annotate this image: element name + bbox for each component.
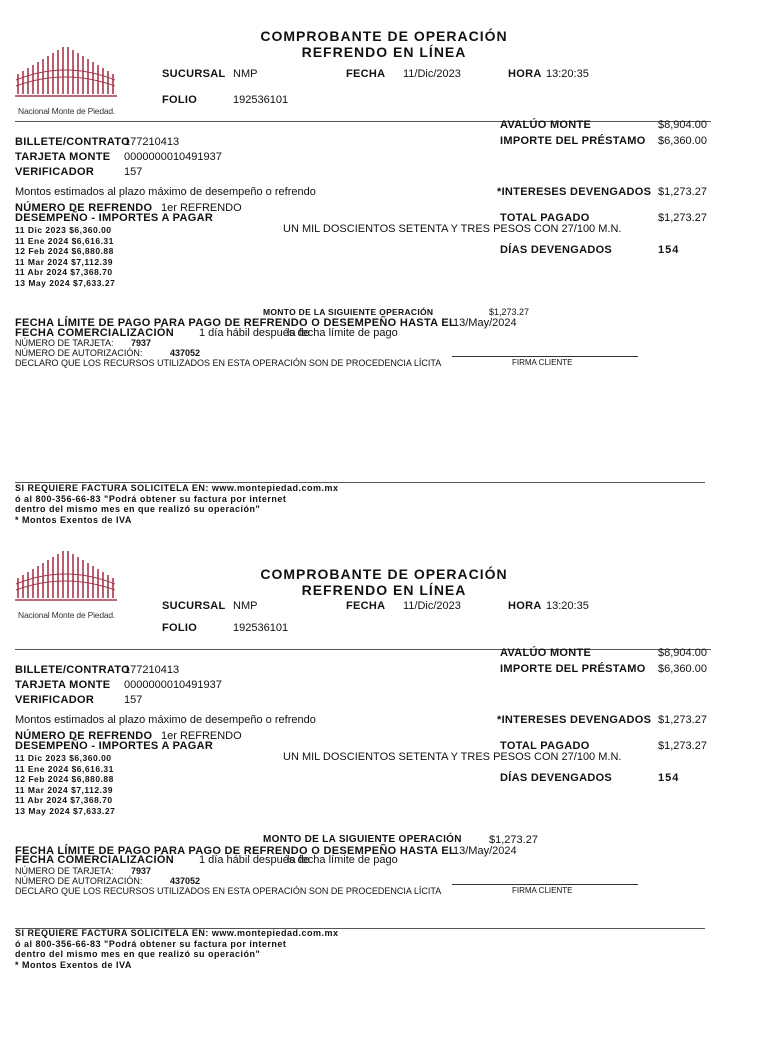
schedule-list: [15, 753, 115, 816]
declaro-text: DECLARO QUE LOS RECURSOS UTILIZADOS EN ESTA OPERACIÓN SON DE PROCEDENCIA LÍCITA: [15, 358, 442, 368]
billete-value: 177210413: [124, 136, 180, 148]
schedule-item: 12 Feb 2024 $6,880.88: [15, 774, 114, 784]
schedule-item: 11 Abr 2024 $7,368.70: [15, 267, 113, 277]
factura-line: SI REQUIERE FACTURA SOLICITELA EN: www.montepiedad.com.mx: [15, 928, 339, 938]
factura-line: ó al 800-356-66-83 "Podrá obtener su factura por internet: [15, 938, 287, 949]
num-autorizacion-value: 437052: [170, 348, 201, 358]
fecha-comercializacion-value-b: la fecha límite de pago: [287, 854, 398, 866]
schedule-item: 11 Ene 2024 $6,616.31: [15, 235, 114, 246]
fecha-limite-label: FECHA LÍMITE DE PAGO PARA PAGO DE REFRENDO O DESEMPEÑO HASTA EL: [15, 845, 456, 857]
fecha-value: 11/Dic/2023: [403, 600, 461, 612]
importe-value: $6,360.00: [658, 663, 707, 675]
schedule-item: 13 May 2024 $7,633.27: [15, 805, 116, 816]
intereses-value: $1,273.27: [658, 714, 707, 726]
importe-label: IMPORTE DEL PRÉSTAMO: [500, 135, 646, 147]
schedule-list: [15, 225, 115, 288]
fecha-label: FECHA: [346, 600, 386, 612]
folio-label: FOLIO: [162, 94, 198, 106]
total-value: $1,273.27: [658, 740, 707, 752]
tarjeta-value: 0000000010491937: [124, 151, 222, 163]
fecha-comercializacion-value-a: 1 día hábil después de: [199, 327, 310, 339]
total-label: TOTAL PAGADO: [500, 212, 590, 224]
factura-line: * Montos Exentos de IVA: [15, 959, 132, 970]
page-title: COMPROBANTE DE OPERACIÓN: [260, 566, 508, 582]
numero-refrendo-value: 1er REFRENDO: [161, 202, 242, 214]
importe-label: IMPORTE DEL PRÉSTAMO: [500, 663, 646, 675]
folio-value: 192536101: [233, 622, 289, 634]
num-tarjeta-value: 7937: [131, 866, 152, 876]
estimados-note: Montos estimados al plazo máximo de desempeño o refrendo: [15, 714, 316, 726]
tarjeta-label: TARJETA MONTE: [15, 151, 111, 163]
intereses-label: *INTERESES DEVENGADOS: [497, 714, 652, 726]
dias-label: DÍAS DEVENGADOS: [500, 772, 613, 784]
firma-cliente-label: FIRMA CLIENTE: [512, 886, 573, 895]
receipt-copy-2: [0, 538, 768, 1058]
total-value: $1,273.27: [658, 212, 707, 224]
intereses-value: $1,273.27: [658, 186, 707, 198]
billete-label: BILLETE/CONTRATO: [15, 136, 130, 148]
factura-line: dentro del mismo mes en que realizó su operación": [15, 504, 261, 514]
amount-words: UN MIL DOSCIENTOS SETENTA Y TRES PESOS CON 27/100 M.N.: [283, 751, 622, 763]
signature-line: [452, 356, 638, 357]
avaluo-value: $8,904.00: [658, 647, 707, 659]
schedule-item: 11 Mar 2024 $7,112.39: [15, 784, 113, 795]
signature-line: [452, 884, 638, 885]
fecha-value: 11/Dic/2023: [403, 68, 461, 80]
numero-refrendo-label: NÚMERO DE REFRENDO: [15, 202, 153, 214]
firma-cliente-label: FIRMA CLIENTE: [512, 358, 573, 367]
desempeno-label: DESEMPEÑO - IMPORTES A PAGAR: [15, 740, 214, 752]
dias-value: 154: [658, 244, 680, 256]
numero-refrendo-value: 1er REFRENDO: [161, 730, 242, 742]
folio-value: 192536101: [233, 94, 289, 106]
page-subtitle: REFRENDO EN LÍNEA: [301, 582, 467, 598]
monto-siguiente-label: MONTO DE LA SIGUIENTE OPERACIÓN: [263, 307, 434, 317]
fecha-comercializacion-value-b: la fecha límite de pago: [287, 327, 398, 339]
monto-siguiente-label: MONTO DE LA SIGUIENTE OPERACIÓN: [263, 834, 462, 845]
num-tarjeta-label: NÚMERO DE TARJETA:: [15, 338, 114, 348]
schedule-item: 11 Ene 2024 $6,616.31: [15, 763, 114, 774]
schedule-item: 11 Dic 2023 $6,360.00: [15, 753, 112, 763]
importe-value: $6,360.00: [658, 135, 707, 147]
factura-line: SI REQUIERE FACTURA SOLICITELA EN: www.montepiedad.com.mx: [15, 483, 339, 493]
billete-label: BILLETE/CONTRATO: [15, 664, 130, 676]
num-tarjeta-label: NÚMERO DE TARJETA:: [15, 866, 114, 876]
verificador-value: 157: [124, 694, 143, 706]
receipt-copy-1: [0, 0, 768, 525]
dias-label: DÍAS DEVENGADOS: [500, 244, 613, 256]
fecha-comercializacion-label: FECHA COMERCIALIZACIÓN: [15, 854, 174, 866]
fecha-limite-value: 13/May/2024: [453, 845, 517, 857]
page-title: COMPROBANTE DE OPERACIÓN: [260, 28, 508, 44]
verificador-value: 157: [124, 166, 143, 178]
logo-text: Nacional Monte de Piedad.: [18, 610, 116, 620]
verificador-label: VERIFICADOR: [15, 694, 95, 706]
schedule-item: 11 Abr 2024 $7,368.70: [15, 795, 113, 805]
num-tarjeta-value: 7937: [131, 338, 152, 348]
desempeno-label: DESEMPEÑO - IMPORTES A PAGAR: [15, 212, 214, 224]
num-autorizacion-value: 437052: [170, 876, 201, 886]
numero-refrendo-label: NÚMERO DE REFRENDO: [15, 730, 153, 742]
total-label: TOTAL PAGADO: [500, 740, 590, 752]
folio-label: FOLIO: [162, 622, 198, 634]
factura-line: ó al 800-356-66-83 "Podrá obtener su factura por internet: [15, 493, 287, 504]
factura-block: [15, 928, 339, 970]
estimados-note: Montos estimados al plazo máximo de desempeño o refrendo: [15, 186, 316, 198]
hora-label: HORA: [508, 68, 542, 80]
hora-label: HORA: [508, 600, 542, 612]
fecha-limite-value: 13/May/2024: [453, 317, 517, 329]
schedule-item: 13 May 2024 $7,633.27: [15, 277, 116, 288]
declaro-text: DECLARO QUE LOS RECURSOS UTILIZADOS EN ESTA OPERACIÓN SON DE PROCEDENCIA LÍCITA: [15, 886, 442, 896]
avaluo-label: AVALÚO MONTE: [500, 647, 592, 659]
hora-value: 13:20:35: [546, 600, 589, 612]
schedule-item: 11 Dic 2023 $6,360.00: [15, 225, 112, 235]
sucursal-value: NMP: [233, 600, 258, 612]
logo-text: Nacional Monte de Piedad.: [18, 106, 116, 116]
sucursal-label: SUCURSAL: [162, 600, 226, 612]
intereses-label: *INTERESES DEVENGADOS: [497, 186, 652, 198]
fecha-limite-label: FECHA LÍMITE DE PAGO PARA PAGO DE REFRENDO O DESEMPEÑO HASTA EL: [15, 317, 456, 329]
tarjeta-label: TARJETA MONTE: [15, 679, 111, 691]
factura-line: dentro del mismo mes en que realizó su operación": [15, 949, 261, 959]
monto-siguiente-value: $1,273.27: [489, 834, 538, 846]
num-autorizacion-label: NÚMERO DE AUTORIZACIÓN:: [15, 876, 143, 886]
fecha-comercializacion-label: FECHA COMERCIALIZACIÓN: [15, 327, 174, 339]
avaluo-value: $8,904.00: [658, 119, 707, 131]
billete-value: 177210413: [124, 664, 180, 676]
fecha-label: FECHA: [346, 68, 386, 80]
schedule-item: 12 Feb 2024 $6,880.88: [15, 246, 114, 256]
monto-siguiente-value: $1,273.27: [489, 307, 530, 317]
sucursal-value: NMP: [233, 68, 258, 80]
page-subtitle: REFRENDO EN LÍNEA: [301, 44, 467, 60]
divider: [15, 649, 711, 650]
schedule-item: 11 Mar 2024 $7,112.39: [15, 256, 113, 267]
dias-value: 154: [658, 772, 680, 784]
divider: [15, 121, 711, 122]
amount-words: UN MIL DOSCIENTOS SETENTA Y TRES PESOS CON 27/100 M.N.: [283, 223, 622, 235]
sucursal-label: SUCURSAL: [162, 68, 226, 80]
factura-block: [15, 483, 339, 525]
avaluo-label: AVALÚO MONTE: [500, 119, 592, 131]
fecha-comercializacion-value-a: 1 día hábil después de: [199, 854, 310, 866]
num-autorizacion-label: NÚMERO DE AUTORIZACIÓN:: [15, 348, 143, 358]
tarjeta-value: 0000000010491937: [124, 679, 222, 691]
verificador-label: VERIFICADOR: [15, 166, 95, 178]
factura-line: * Montos Exentos de IVA: [15, 514, 132, 525]
hora-value: 13:20:35: [546, 68, 589, 80]
